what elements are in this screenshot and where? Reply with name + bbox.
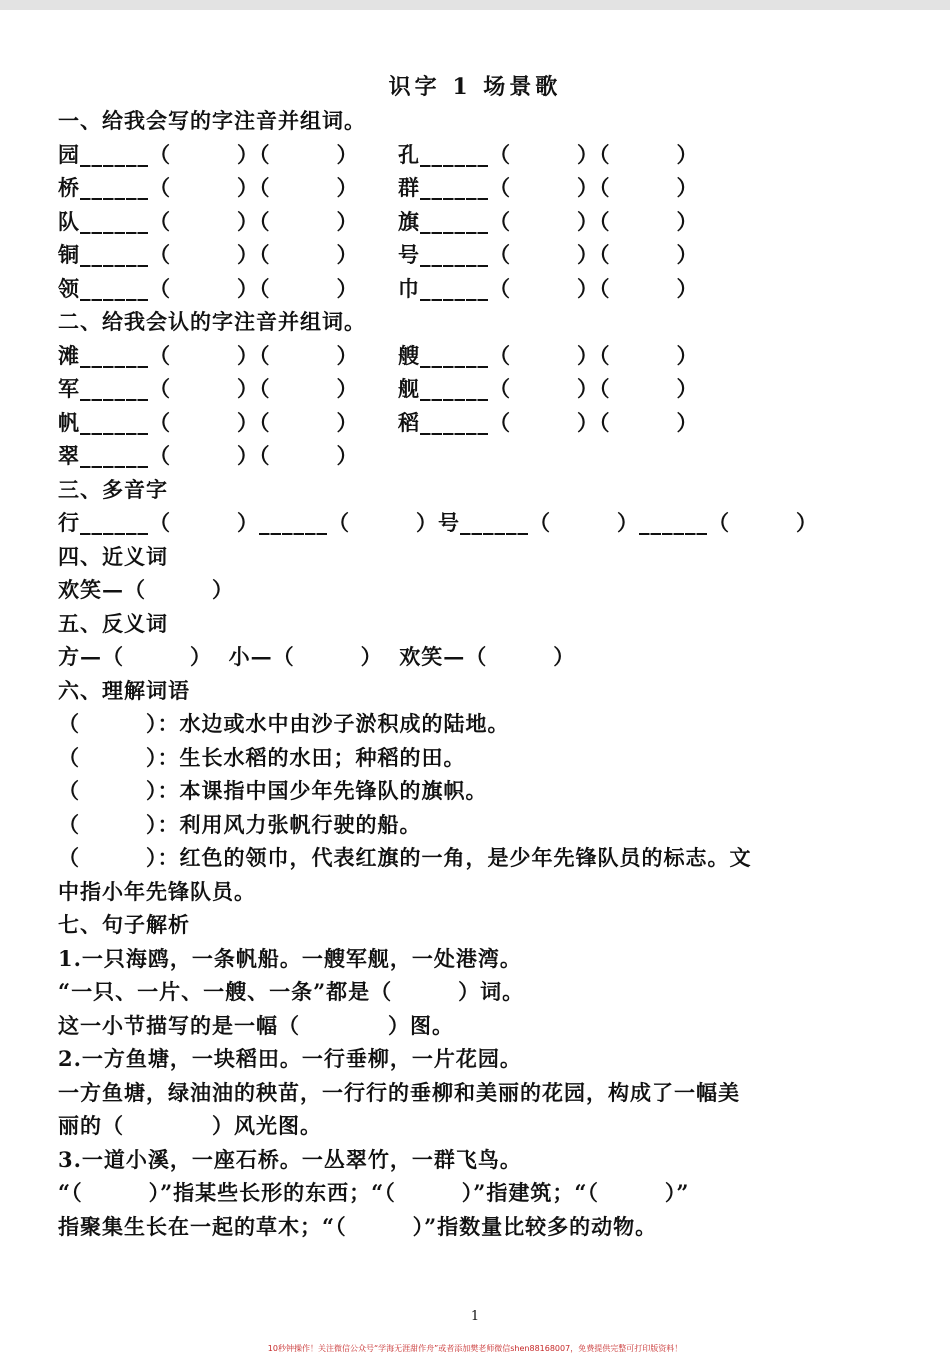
s6-line-1: （ ）：水边或水中由沙子淤积成的陆地。	[58, 711, 510, 736]
viewer-top-bar	[0, 0, 950, 10]
s7-line-4: 2.一方鱼塘，一块稻田。一行垂柳，一片花园。	[58, 1046, 522, 1071]
s7-line-3: 这一小节描写的是一幅（ ）图。	[58, 1013, 454, 1038]
s7-line-5: 一方鱼塘，绿油油的秧苗，一行行的垂柳和美丽的花园，构成了一幅美	[58, 1080, 740, 1105]
s6-line-3: （ ）：本课指中国少年先锋队的旗帜。	[58, 778, 488, 803]
s2-row-3-right: 稻______（ ）（ ）	[398, 410, 699, 435]
section-5-heading: 五、反义词	[58, 611, 168, 636]
section-7-heading: 七、句子解析	[58, 912, 190, 937]
s6-line-6: 中指小年先锋队员。	[58, 879, 256, 904]
s1-row-1-right: 孔______（ ）（ ）	[398, 142, 699, 167]
s3-polyphone-line: 行______（ ）______（ ）号______（ ）______（ ）	[58, 510, 818, 535]
s7-line-7: 3.一道小溪，一座石桥。一丛翠竹，一群飞鸟。	[58, 1147, 522, 1172]
s6-line-5: （ ）：红色的领巾，代表红旗的一角，是少年先锋队员的标志。文	[58, 845, 752, 870]
s7-line-2: “一只、一片、一艘、一条”都是（ ）词。	[58, 979, 525, 1004]
s6-line-2: （ ）：生长水稻的水田；种稻的田。	[58, 745, 466, 770]
s7-line-6: 丽的（ ）风光图。	[58, 1113, 322, 1138]
s2-row-3-left: 帆______（ ）（ ）	[58, 410, 359, 435]
s1-row-3-left: 队______（ ）（ ）	[58, 209, 359, 234]
s1-row-4-left: 铜______（ ）（ ）	[58, 242, 359, 267]
s2-row-1-left: 滩______（ ）（ ）	[58, 343, 359, 368]
s2-row-2-right: 舰______（ ）（ ）	[398, 376, 699, 401]
s7-line-1: 1.一只海鸥，一条帆船。一艘军舰，一处港湾。	[58, 946, 522, 971]
section-4-heading: 四、近义词	[58, 544, 168, 569]
s1-row-3-right: 旗______（ ）（ ）	[398, 209, 699, 234]
s1-row-2-left: 桥______（ ）（ ）	[58, 175, 359, 200]
s1-row-5-left: 领______（ ）（ ）	[58, 276, 359, 301]
section-2-heading: 二、给我会认的字注音并组词。	[58, 309, 366, 334]
s7-line-9: 指聚集生长在一起的草木；“（ ）”指数量比较多的动物。	[58, 1214, 658, 1239]
s1-row-5-right: 巾______（ ）（ ）	[398, 276, 699, 301]
s5-antonym-line: 方—（ ） 小—（ ） 欢笑—（ ）	[58, 644, 576, 669]
promo-footer: 10秒钟操作！关注微信公众号“学海无涯甜作舟”或者添加樊老师微信shen88168007，免费提供完整可打印版资料！	[267, 1344, 683, 1353]
s1-row-2-right: 群______（ ）（ ）	[398, 175, 699, 200]
s2-row-1-right: 艘______（ ）（ ）	[398, 343, 699, 368]
section-3-heading: 三、多音字	[58, 477, 168, 502]
s6-line-4: （ ）：利用风力张帆行驶的船。	[58, 812, 422, 837]
page-title: 识字 1 场景歌	[388, 74, 562, 100]
s2-row-2-left: 军______（ ）（ ）	[58, 376, 359, 401]
s2-row-4-left: 翠______（ ）（ ）	[58, 443, 359, 468]
s1-row-4-right: 号______（ ）（ ）	[398, 242, 699, 267]
s1-row-1-left: 园______（ ）（ ）	[58, 142, 359, 167]
section-1-heading: 一、给我会写的字注音并组词。	[58, 108, 366, 133]
page-number: 1	[470, 1309, 480, 1324]
section-6-heading: 六、理解词语	[58, 678, 190, 703]
s4-synonym-line: 欢笑—（ ）	[58, 577, 234, 602]
s7-line-8: “（ ）”指某些长形的东西；“（ ）”指建筑；“（ ）”	[58, 1180, 690, 1205]
